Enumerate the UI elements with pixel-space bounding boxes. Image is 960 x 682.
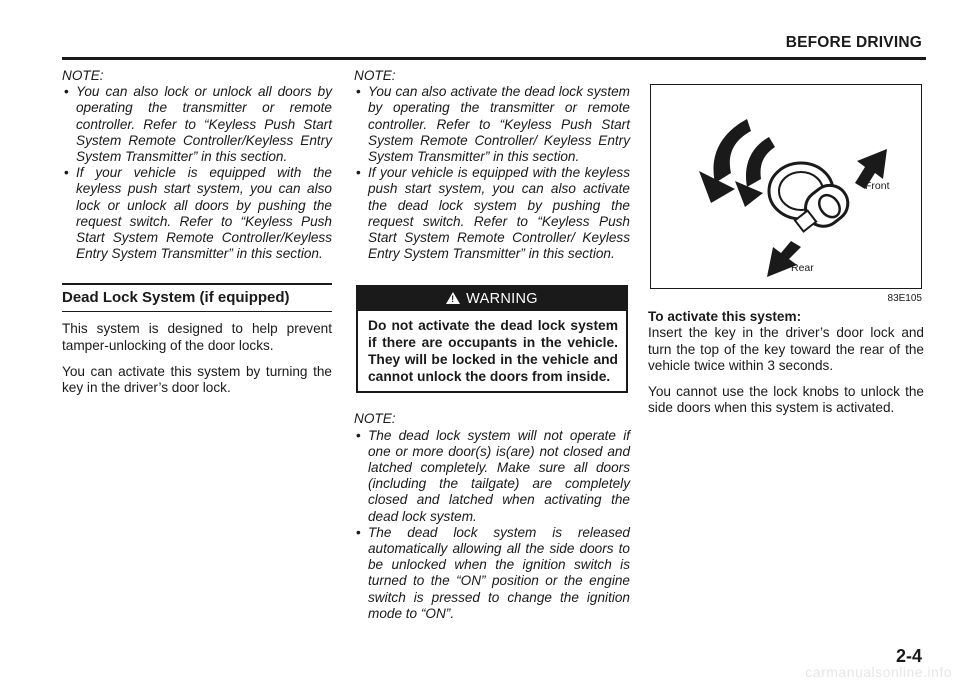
section-heading: Dead Lock System (if equipped) bbox=[62, 289, 290, 307]
warning-triangle-icon: ! bbox=[446, 292, 460, 304]
body-paragraph: You cannot use the lock knobs to unlock the side doors when this system is activated. bbox=[648, 384, 924, 416]
note-label: NOTE: bbox=[354, 68, 396, 83]
header-divider bbox=[62, 57, 926, 60]
rear-label: Rear bbox=[791, 262, 814, 274]
watermark: carmanualsonline.info bbox=[805, 664, 952, 680]
body-paragraph: You can activate this system by turning the key in the driver’s door lock. bbox=[62, 363, 332, 396]
subheading: To activate this system: bbox=[648, 309, 802, 325]
note-list bbox=[354, 84, 630, 262]
rotation-arrow-icon bbox=[713, 119, 751, 183]
section-divider bbox=[62, 283, 332, 285]
note-item: • You can also activate the dead lock system by operating the transmitter or remote controller. Refer to “Keyless Push Start System Remote Controller/ Keyless Entry System Transmitter” in this section. bbox=[354, 84, 630, 165]
column-1 bbox=[62, 68, 332, 406]
note-item: • The dead lock system will not operate if one or more door(s) is(are) not closed and latched completely. Make sure all doors (including the tailgate) are completely closed and latched when activating the dead lock system. bbox=[354, 428, 630, 525]
key-lock-illustration bbox=[650, 84, 922, 289]
column-3 bbox=[648, 84, 924, 426]
body-paragraph: Insert the key in the driver’s door lock and turn the top of the key toward the rear of the vehicle twice within 3 seconds. bbox=[648, 325, 924, 373]
figure-code: 83E105 bbox=[887, 293, 922, 304]
page-section-title: BEFORE DRIVING bbox=[785, 34, 922, 51]
section-underline bbox=[62, 311, 332, 312]
note-list bbox=[354, 428, 630, 622]
note-item: • If your vehicle is equipped with the keyless push start system, you can also lock or unlock all doors by pushing the request switch. Refer to “Keyless Push Start System Remote Controller/Keyless Entry System Transmitter” in this section. bbox=[62, 165, 332, 262]
note-label: NOTE: bbox=[354, 411, 396, 427]
note-list bbox=[62, 84, 332, 262]
column-2 bbox=[354, 68, 630, 622]
warning-title: WARNING bbox=[466, 291, 538, 308]
note-item: • You can also lock or unlock all doors by operating the transmitter or remote controller. Refer to “Keyless Push Start System Remote Controller/Keyless Entry System Transmitter” in this section. bbox=[62, 84, 332, 165]
body-paragraph: This system is designed to help prevent tamper-unlocking of the door locks. bbox=[62, 321, 332, 353]
page-number: 2-4 bbox=[895, 646, 922, 666]
note-label: NOTE: bbox=[62, 68, 104, 83]
front-label: Front bbox=[865, 180, 890, 192]
note-item: • If your vehicle is equipped with the keyless push start system, you can also activate the dead lock system by pushing the request switch. Refer to “Keyless Push Start System Remote Controller/ Keyless Entry System Transmitter” in this section. bbox=[354, 165, 630, 262]
warning-box bbox=[356, 285, 628, 393]
note-item: • The dead lock system is released automatically allowing all the side doors to be unlocked when the ignition switch is turned to the “ON” position or the engine switch is pressed to change the ignition mode to “ON”. bbox=[354, 525, 630, 622]
warning-header bbox=[358, 287, 626, 311]
warning-text: Do not activate the dead lock system if there are occupants in the vehicle. They will be locked in the vehicle and cannot unlock the doors from inside. bbox=[368, 318, 618, 385]
